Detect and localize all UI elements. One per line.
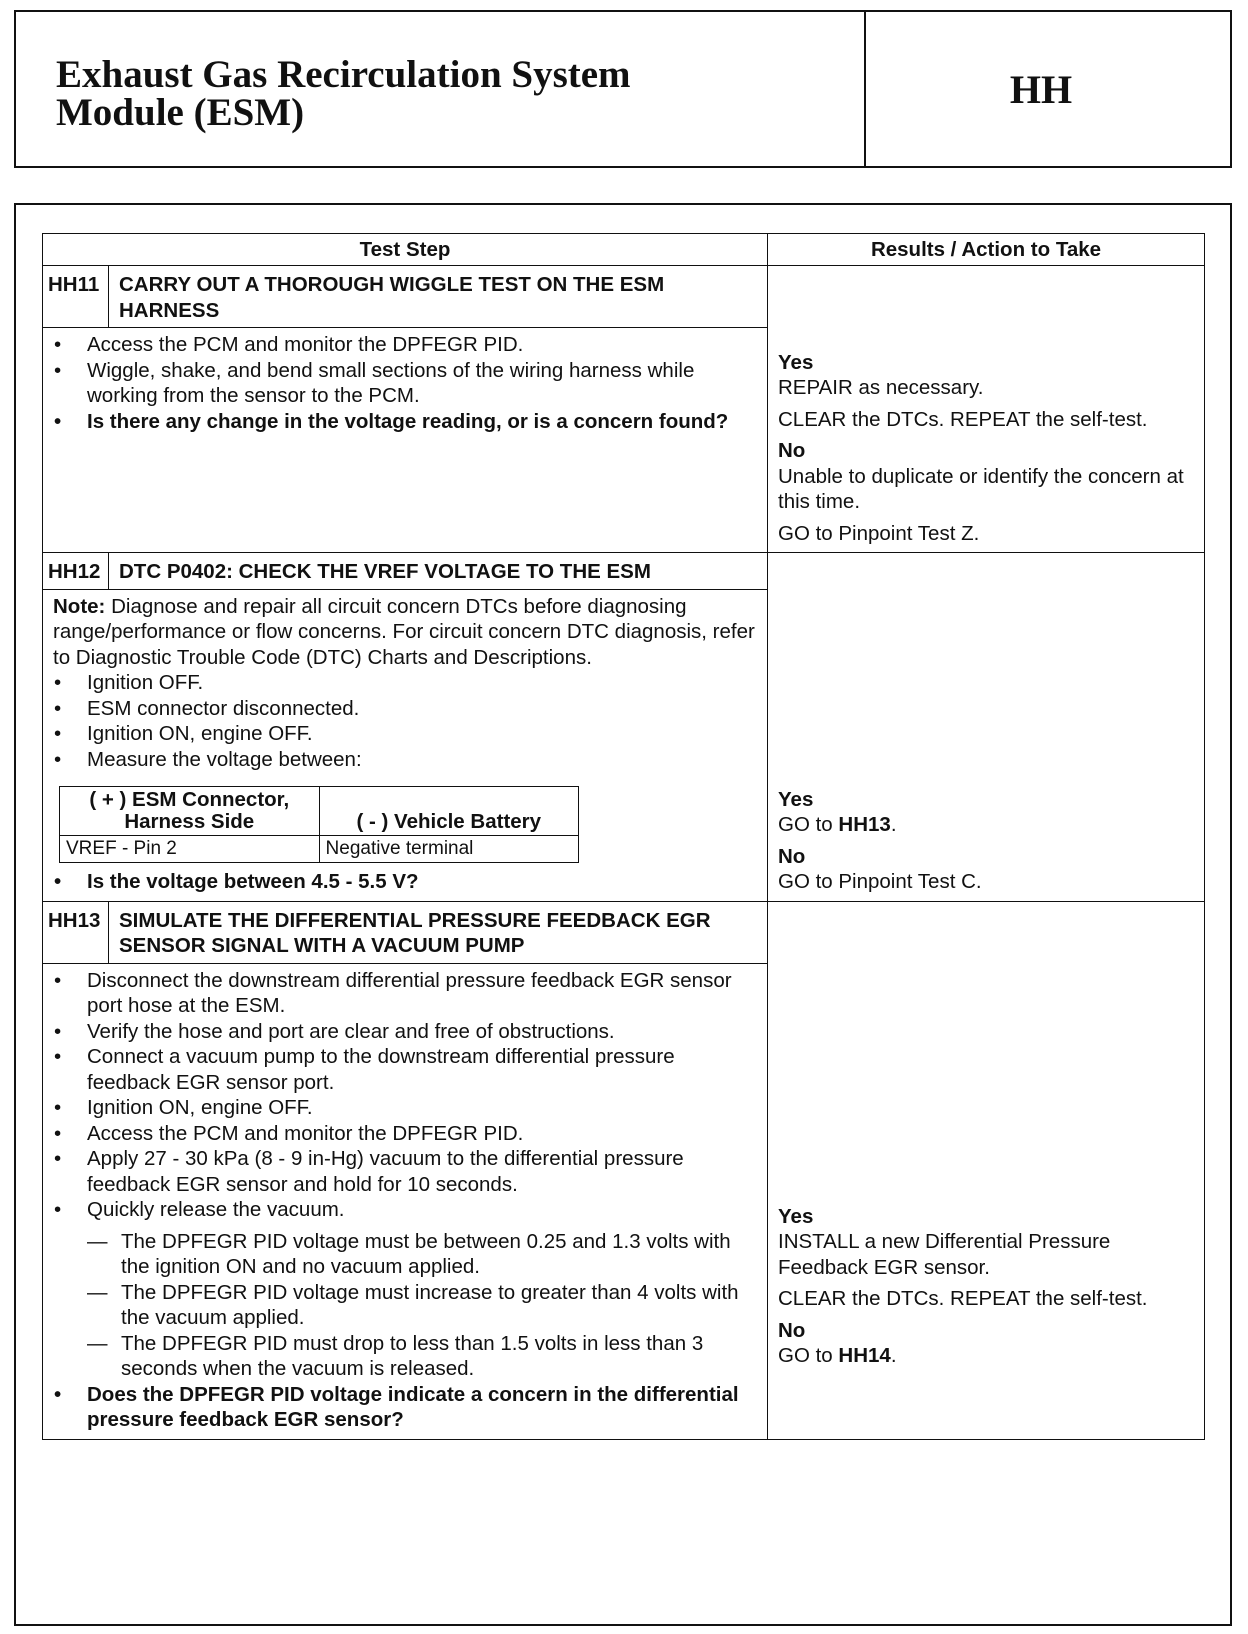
step-note <box>53 594 757 671</box>
step-bullet: • Disconnect the downstream differential pressure feedback EGR sensor port hose at the ESM. <box>53 968 757 1019</box>
yes-action: REPAIR as necessary. <box>778 376 984 399</box>
step-criterion: — The DPFEGR PID must drop to less than 1.5 volts in less than 3 seconds when the vacuum is released. <box>87 1331 757 1382</box>
step-question: • Is there any change in the voltage reading, or is a concern found? <box>53 409 757 435</box>
no-action-prefix: GO to <box>778 1344 839 1367</box>
note-label: Note: <box>53 594 106 618</box>
page-title <box>16 12 866 166</box>
step-hh13-body <box>43 963 768 1439</box>
step-hh11-results <box>768 266 1205 553</box>
step-bullet: • Ignition OFF. <box>53 670 757 696</box>
no-label: No <box>778 1318 806 1342</box>
page-title-line2: Module (ESM) <box>56 91 305 134</box>
no-action: GO to Pinpoint Test C. <box>778 870 982 893</box>
page-header <box>14 10 1232 168</box>
note-text: Diagnose and repair all circuit concern DTCs before diagnosing range/performance or flow concerns. For circuit concern DTC diagnosis, refer to Diagnostic Trouble Code (DTC) Charts and Descriptions. <box>53 594 755 669</box>
step-title-hh11: CARRY OUT A THOROUGH WIGGLE TEST ON THE ESM HARNESS <box>109 266 768 328</box>
step-bullet: • Connect a vacuum pump to the downstream differential pressure feedback EGR sensor port. <box>53 1044 757 1095</box>
goto-step-link: HH13 <box>838 813 891 836</box>
step-hh11-body <box>43 328 768 553</box>
step-criterion: — The DPFEGR PID voltage must increase to greater than 4 volts with the vacuum applied. <box>87 1280 757 1331</box>
step-bullet: • Ignition ON, engine OFF. <box>53 721 757 747</box>
yes-action: CLEAR the DTCs. REPEAT the self-test. <box>778 407 1148 431</box>
yes-label: Yes <box>778 350 814 374</box>
yes-label: Yes <box>778 1204 814 1228</box>
step-bullet: • Wiggle, shake, and bend small sections of the wiring harness while working from the sensor to the PCM. <box>53 358 757 409</box>
step-bullet: • Access the PCM and monitor the DPFEGR PID. <box>53 332 757 358</box>
column-header-test-step: Test Step <box>43 234 768 266</box>
step-id-hh13: HH13 <box>43 901 109 963</box>
step-question: • Is the voltage between 4.5 - 5.5 V? <box>53 869 757 895</box>
step-bullet: • Verify the hose and port are clear and free of obstructions. <box>53 1019 757 1045</box>
yes-action-prefix: GO to <box>778 813 839 836</box>
test-step-table <box>42 233 1205 1440</box>
step-bullet: • Ignition ON, engine OFF. <box>53 1095 757 1121</box>
step-hh12-results <box>768 553 1205 902</box>
yes-action: INSTALL a new Differential Pressure Feedback EGR sensor. <box>778 1230 1111 1279</box>
section-code: HH <box>1009 66 1073 112</box>
step-bullet: • Access the PCM and monitor the DPFEGR PID. <box>53 1121 757 1147</box>
step-bullet: • ESM connector disconnected. <box>53 696 757 722</box>
step-hh12-title-row <box>43 553 1205 590</box>
step-hh12-body <box>43 589 768 901</box>
no-label: No <box>778 439 806 462</box>
measurement-table <box>59 786 579 863</box>
step-title-hh12: DTC P0402: CHECK THE VREF VOLTAGE TO THE ESM <box>109 553 768 590</box>
yes-action: GO to HH13. <box>778 813 897 836</box>
yes-action: CLEAR the DTCs. REPEAT the self-test. <box>778 1287 1148 1310</box>
step-bullet: • Apply 27 - 30 kPa (8 - 9 in-Hg) vacuum to the differential pressure feedback EGR sensor and hold for 10 seconds. <box>53 1146 757 1197</box>
step-criterion: — The DPFEGR PID voltage must be between 0.25 and 1.3 volts with the ignition ON and no vacuum applied. <box>87 1229 757 1280</box>
measurement-positive-value: VREF - Pin 2 <box>60 836 320 863</box>
no-action: GO to HH14. <box>778 1344 897 1367</box>
measurement-negative-value: Negative terminal <box>319 836 578 863</box>
step-title-hh13: SIMULATE THE DIFFERENTIAL PRESSURE FEEDBACK EGR SENSOR SIGNAL WITH A VACUUM PUMP <box>109 901 768 963</box>
yes-label: Yes <box>778 787 814 811</box>
step-hh13-title-row <box>43 901 1205 963</box>
measurement-col-negative: ( - ) Vehicle Battery <box>319 787 578 836</box>
step-question: • Does the DPFEGR PID voltage indicate a concern in the differential pressure feedback EGR sensor? <box>53 1382 757 1433</box>
column-header-results: Results / Action to Take <box>768 234 1205 266</box>
step-id-hh11: HH11 <box>43 266 109 328</box>
step-hh13-results <box>768 901 1205 1439</box>
goto-step-link: HH14 <box>838 1344 891 1367</box>
page-title-line1: Exhaust Gas Recirculation System <box>56 53 631 96</box>
step-id-hh12: HH12 <box>43 553 109 590</box>
no-action: GO to Pinpoint Test Z. <box>778 521 980 545</box>
step-hh11-title-row <box>43 266 1205 328</box>
step-bullet: • Quickly release the vacuum. <box>53 1197 757 1223</box>
step-bullet: • Measure the voltage between: <box>53 747 757 773</box>
measurement-col-positive: ( + ) ESM Connector, Harness Side <box>60 787 320 836</box>
table-header-row <box>43 234 1205 266</box>
no-action: Unable to duplicate or identify the concern at this time. <box>778 464 1184 513</box>
no-label: No <box>778 844 806 868</box>
